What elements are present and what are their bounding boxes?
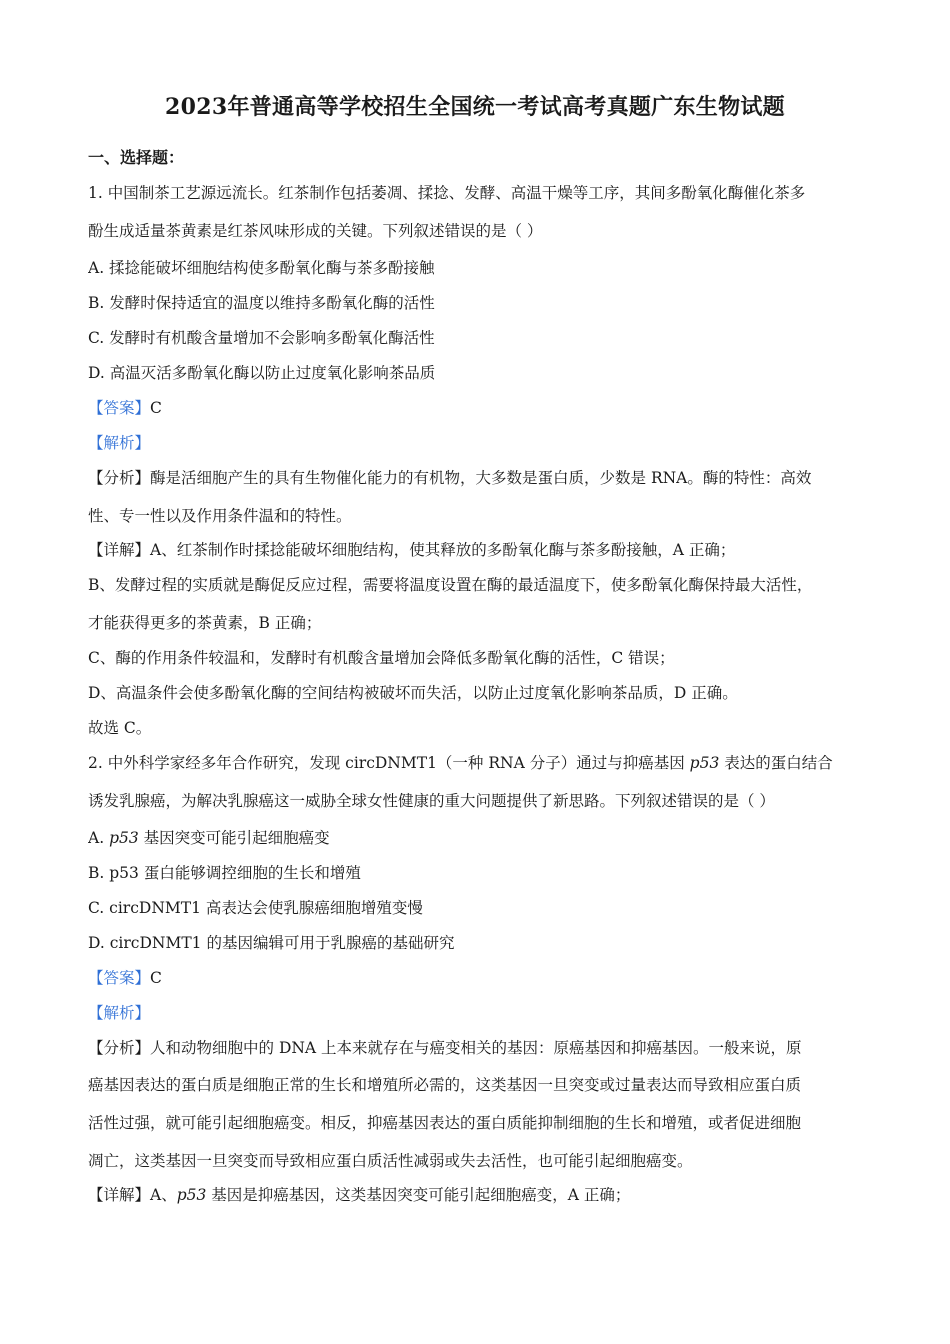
q2-stem-part: 表达的蛋白结合 [719, 754, 833, 772]
fenxi-text: 人和动物细胞中的 DNA 上本来就存在与癌变相关的基因：原癌基因和抑癌基因。一般来说，原 [150, 1039, 802, 1057]
gene-name: p53 [109, 829, 139, 847]
q1-answer [88, 396, 863, 418]
q2-option-b: B. p53 蛋白能够调控细胞的生长和增殖 [88, 864, 361, 882]
q2-stem-part: 2. 中外科学家经多年合作研究，发现 circDNMT1（一种 RNA 分子）通过与抑癌基因 [88, 754, 690, 772]
q2-fenxi-line-2: 癌基因表达的蛋白质是细胞正常的生长和增殖所必需的，这类基因一旦突变或过量表达而导致相应蛋白质 [88, 1076, 802, 1094]
q1-conclusion: 故选 C。 [88, 719, 152, 737]
q2-fenxi-line-3: 活性过强，就可能引起细胞癌变。相反，抑癌基因表达的蛋白质能抑制细胞的生长和增殖，或者促进细胞 [88, 1114, 802, 1132]
xiangjie-text: A、红茶制作时揉捻能破坏细胞结构，使其释放的多酚氧化酶与茶多酚接触，A 正确； [150, 541, 736, 559]
answer-value: C [150, 969, 162, 987]
gene-name: p53 [689, 754, 720, 772]
q2-stem-line-1 [88, 751, 863, 773]
q2-answer [88, 966, 863, 988]
q2-option-c: C. circDNMT1 高表达会使乳腺癌细胞增殖变慢 [88, 899, 423, 917]
q1-option-d: D. 高温灭活多酚氧化酶以防止过度氧化影响茶品质 [88, 364, 436, 382]
q1-xiangjie-c: C、酶的作用条件较温和，发酵时有机酸含量增加会降低多酚氧化酶的活性，C 错误； [88, 649, 675, 667]
q1-stem-line-2: 酚生成适量茶黄素是红茶风味形成的关键。下列叙述错误的是（ ） [88, 222, 543, 240]
q1-fenxi-line-1 [88, 466, 863, 488]
option-prefix: A. [88, 829, 110, 847]
q1-option-a: A. 揉捻能破坏细胞结构使多酚氧化酶与茶多酚接触 [88, 259, 435, 277]
xiangjie-text: 基因是抑癌基因，这类基因突变可能引起细胞癌变，A 正确； [206, 1186, 631, 1204]
q1-xiangjie-b-line-1: B、发酵过程的实质就是酶促反应过程，需要将温度设置在酶的最适温度下，使多酚氧化酶保持最大活性， [88, 576, 813, 594]
q1-option-c: C. 发酵时有机酸含量增加不会影响多酚氧化酶活性 [88, 329, 435, 347]
section-heading: 一、选择题： [88, 148, 185, 167]
gene-name: p53 [176, 1186, 207, 1204]
q2-jiexi [88, 1001, 863, 1023]
q2-option-d: D. circDNMT1 的基因编辑可用于乳腺癌的基础研究 [88, 934, 455, 952]
q1-xiangjie-a [88, 538, 863, 560]
fenxi-tag: 【分析】 [88, 1039, 151, 1057]
answer-tag: 【答案】 [88, 969, 151, 987]
answer-tag: 【答案】 [88, 399, 151, 417]
fenxi-text: 酶是活细胞产生的具有生物催化能力的有机物，大多数是蛋白质，少数是 RNA。酶的特性：高效 [150, 469, 812, 487]
jiexi-tag: 【解析】 [88, 1004, 151, 1022]
jiexi-tag: 【解析】 [88, 434, 151, 452]
q2-fenxi-line-1 [88, 1036, 863, 1058]
xiangjie-tag: 【详解】 [88, 1186, 151, 1204]
q1-xiangjie-b-line-2: 才能获得更多的茶黄素，B 正确； [88, 614, 322, 632]
q2-fenxi-line-4: 凋亡，这类基因一旦突变而导致相应蛋白质活性减弱或失去活性，也可能引起细胞癌变。 [88, 1152, 693, 1170]
q1-option-b: B. 发酵时保持适宜的温度以维持多酚氧化酶的活性 [88, 294, 435, 312]
q2-xiangjie-a [88, 1183, 863, 1205]
q1-stem-line-1: 1. 中国制茶工艺源远流长。红茶制作包括萎凋、揉捻、发酵、高温干燥等工序，其间多酚氧化酶催化茶多 [88, 184, 806, 202]
xiangjie-text: A、 [150, 1186, 177, 1204]
option-text: 基因突变可能引起细胞癌变 [138, 829, 330, 847]
q1-fenxi-line-2: 性、专一性以及作用条件温和的特性。 [88, 507, 352, 525]
fenxi-tag: 【分析】 [88, 469, 151, 487]
q2-stem-line-2: 诱发乳腺癌，为解决乳腺癌这一威胁全球女性健康的重大问题提供了新思路。下列叙述错误的是（ ） [88, 792, 775, 810]
answer-value: C [150, 399, 162, 417]
q1-jiexi [88, 431, 863, 453]
q2-option-a [88, 826, 863, 848]
document-title: 2023年普通高等学校招生全国统一考试高考真题广东生物试题 [165, 94, 785, 120]
xiangjie-tag: 【详解】 [88, 541, 151, 559]
q1-xiangjie-d: D、高温条件会使多酚氧化酶的空间结构被破坏而失活，以防止过度氧化影响茶品质，D 正确。 [88, 684, 738, 702]
